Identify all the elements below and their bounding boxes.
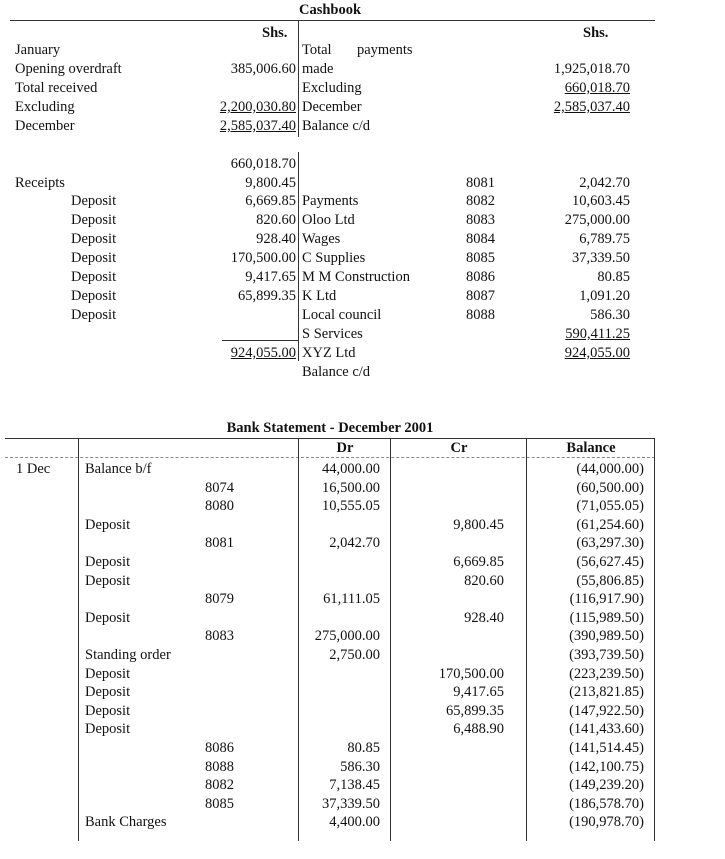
row-balance: (190,978.70) xyxy=(569,814,644,830)
row-reference: 8079 xyxy=(205,591,234,607)
row-debit: 10,555.05 xyxy=(322,498,380,514)
row-description: Deposit xyxy=(85,610,131,626)
cheque-number: 8084 xyxy=(466,231,495,247)
row-credit: 65,899.35 xyxy=(446,703,504,719)
row-balance: (61,254.60) xyxy=(576,517,644,533)
left-top-label: Excluding xyxy=(15,99,75,115)
row-balance: (390,989.50) xyxy=(569,628,644,644)
row-balance: (55,806.85) xyxy=(576,573,644,589)
receipts-label: Receipts xyxy=(15,175,65,191)
left-top-label: Total received xyxy=(15,80,98,96)
row-balance: (71,055.05) xyxy=(576,498,644,514)
row-balance: (223,239.50) xyxy=(569,666,644,682)
cashbook-divider-bottom xyxy=(298,152,299,361)
row-balance: (56,627.45) xyxy=(576,554,644,570)
row-balance: (141,433.60) xyxy=(569,721,644,737)
row-reference: 8080 xyxy=(205,498,234,514)
left-total: 924,055.00 xyxy=(230,345,296,361)
currency-right-label: Shs. xyxy=(583,25,609,41)
row-description: Deposit xyxy=(85,554,131,570)
receipt-label: Deposit xyxy=(71,269,117,285)
row-debit: 16,500.00 xyxy=(322,480,380,496)
cashbook-title: Cashbook xyxy=(298,2,362,18)
payment-label: Oloo Ltd xyxy=(302,212,355,228)
row-balance: (142,100.75) xyxy=(569,759,644,775)
receipt-label: Deposit xyxy=(71,250,117,266)
header-cr: Cr xyxy=(450,440,468,456)
bank-col-divider xyxy=(654,439,655,841)
row-balance: (393,739.50) xyxy=(569,647,644,663)
bank-col-divider xyxy=(78,439,79,841)
receipt-amount: 65,899.35 xyxy=(238,288,296,304)
receipt-amount: 928.40 xyxy=(256,231,296,247)
cheque-number: 8087 xyxy=(466,288,495,304)
payment-label: Wages xyxy=(302,231,341,247)
payment-amount: 6,789.75 xyxy=(579,231,630,247)
row-balance: (141,514.45) xyxy=(569,740,644,756)
row-balance: (186,578.70) xyxy=(569,796,644,812)
row-debit: 80.85 xyxy=(347,740,380,756)
row-debit: 2,042.70 xyxy=(329,535,380,551)
header-dr: Dr xyxy=(336,440,354,456)
cashbook-top-rule xyxy=(10,20,655,21)
receipt-amount: 6,669.85 xyxy=(245,193,296,209)
cheque-number: 8088 xyxy=(466,307,495,323)
payment-amount: 1,091.20 xyxy=(579,288,630,304)
header-balance: Balance xyxy=(566,440,616,456)
bank-col-divider xyxy=(390,439,391,841)
row-credit: 9,417.65 xyxy=(453,684,504,700)
row-balance: (147,922.50) xyxy=(569,703,644,719)
payment-amount: 590,411.25 xyxy=(565,326,630,342)
payment-amount: 2,042.70 xyxy=(579,175,630,191)
bank-col-divider xyxy=(526,439,527,841)
row-credit: 6,669.85 xyxy=(453,554,504,570)
row-balance: (60,500.00) xyxy=(576,480,644,496)
receipt-label: Deposit xyxy=(71,307,117,323)
row-reference: 8088 xyxy=(205,759,234,775)
left-top-label: January xyxy=(15,42,61,58)
left-total-rule xyxy=(222,340,298,341)
row-date: 1 Dec xyxy=(16,461,51,477)
cheque-number: 8085 xyxy=(466,250,495,266)
bank-top-rule xyxy=(5,438,655,439)
row-description: Deposit xyxy=(85,684,131,700)
row-reference: 8085 xyxy=(205,796,234,812)
cheque-number: 8083 xyxy=(466,212,495,228)
row-debit: 37,339.50 xyxy=(322,796,380,812)
opening-balance: 660,018.70 xyxy=(230,156,296,172)
row-reference: 8083 xyxy=(205,628,234,644)
bank-statement-title: Bank Statement - December 2001 xyxy=(226,420,434,436)
row-reference: 8082 xyxy=(205,777,234,793)
row-description: Balance b/f xyxy=(85,461,152,477)
receipt-label: Deposit xyxy=(71,212,117,228)
payment-label: K Ltd xyxy=(302,288,337,304)
row-reference: 8086 xyxy=(205,740,234,756)
row-debit: 2,750.00 xyxy=(329,647,380,663)
row-balance: (116,917.90) xyxy=(569,591,644,607)
cheque-number: 8081 xyxy=(466,175,495,191)
receipt-amount: 820.60 xyxy=(256,212,296,228)
receipt-label: Deposit xyxy=(71,288,117,304)
payment-label: M M Construction xyxy=(302,269,410,285)
row-balance: (63,297.30) xyxy=(576,535,644,551)
row-reference: 8074 xyxy=(205,480,234,496)
payment-label: Local council xyxy=(302,307,382,323)
row-credit: 928.40 xyxy=(464,610,504,626)
payment-label: Balance c/d xyxy=(302,364,371,380)
payment-amount: 924,055.00 xyxy=(564,345,630,361)
row-credit: 6,488.90 xyxy=(453,721,504,737)
row-debit: 586.30 xyxy=(340,759,380,775)
payment-amount: 275,000.00 xyxy=(564,212,630,228)
row-description: Deposit xyxy=(85,703,131,719)
receipt-label: Deposit xyxy=(71,231,117,247)
row-description: Deposit xyxy=(85,721,131,737)
row-debit: 44,000.00 xyxy=(322,461,380,477)
row-credit: 170,500.00 xyxy=(438,666,504,682)
payment-label: C Supplies xyxy=(302,250,366,266)
payment-amount: 586.30 xyxy=(590,307,630,323)
cheque-number: 8082 xyxy=(466,193,495,209)
row-debit: 275,000.00 xyxy=(314,628,380,644)
row-debit: 4,400.00 xyxy=(329,814,380,830)
right-top-amount: 2,585,037.40 xyxy=(553,99,630,115)
right-top-amount: 1,925,018.70 xyxy=(553,61,630,77)
row-description: Bank Charges xyxy=(85,814,167,830)
row-reference: 8081 xyxy=(205,535,234,551)
row-balance: (149,239.20) xyxy=(569,777,644,793)
payment-amount: 10,603.45 xyxy=(572,193,630,209)
row-credit: 820.60 xyxy=(464,573,504,589)
row-balance: (213,821.85) xyxy=(569,684,644,700)
right-top-label: December xyxy=(302,99,362,115)
cashbook-divider-top xyxy=(298,20,299,137)
payment-label: XYZ Ltd xyxy=(302,345,356,361)
row-balance: (115,989.50) xyxy=(569,610,644,626)
receipt-amount: 9,417.65 xyxy=(245,269,296,285)
receipt-amount: 9,800.45 xyxy=(245,175,296,191)
payment-label: S Services xyxy=(302,326,363,342)
receipt-label: Deposit xyxy=(71,193,117,209)
cheque-number: 8086 xyxy=(466,269,495,285)
left-top-amount: 2,200,030.80 xyxy=(219,99,296,115)
right-top-label: Total payments xyxy=(302,42,413,58)
payment-amount: 37,339.50 xyxy=(572,250,630,266)
left-top-label: December xyxy=(15,118,75,134)
row-debit: 7,138.45 xyxy=(329,777,380,793)
row-description: Deposit xyxy=(85,517,131,533)
currency-left-label: Shs. xyxy=(262,25,288,41)
payment-amount: 80.85 xyxy=(597,269,630,285)
row-description: Standing order xyxy=(85,647,171,663)
row-debit: 61,111.05 xyxy=(323,591,380,607)
payment-label: Payments xyxy=(302,193,359,209)
right-top-label: made xyxy=(302,61,334,77)
left-top-label: Opening overdraft xyxy=(15,61,122,77)
bank-header-rule xyxy=(5,457,655,458)
left-top-amount: 2,585,037.40 xyxy=(219,118,296,134)
row-balance: (44,000.00) xyxy=(576,461,644,477)
right-top-label: Balance c/d xyxy=(302,118,371,134)
receipt-amount: 170,500.00 xyxy=(230,250,296,266)
row-description: Deposit xyxy=(85,666,131,682)
row-credit: 9,800.45 xyxy=(453,517,504,533)
row-description: Deposit xyxy=(85,573,131,589)
right-top-label: Excluding xyxy=(302,80,362,96)
right-top-amount: 660,018.70 xyxy=(564,80,630,96)
left-top-amount: 385,006.60 xyxy=(230,61,296,77)
